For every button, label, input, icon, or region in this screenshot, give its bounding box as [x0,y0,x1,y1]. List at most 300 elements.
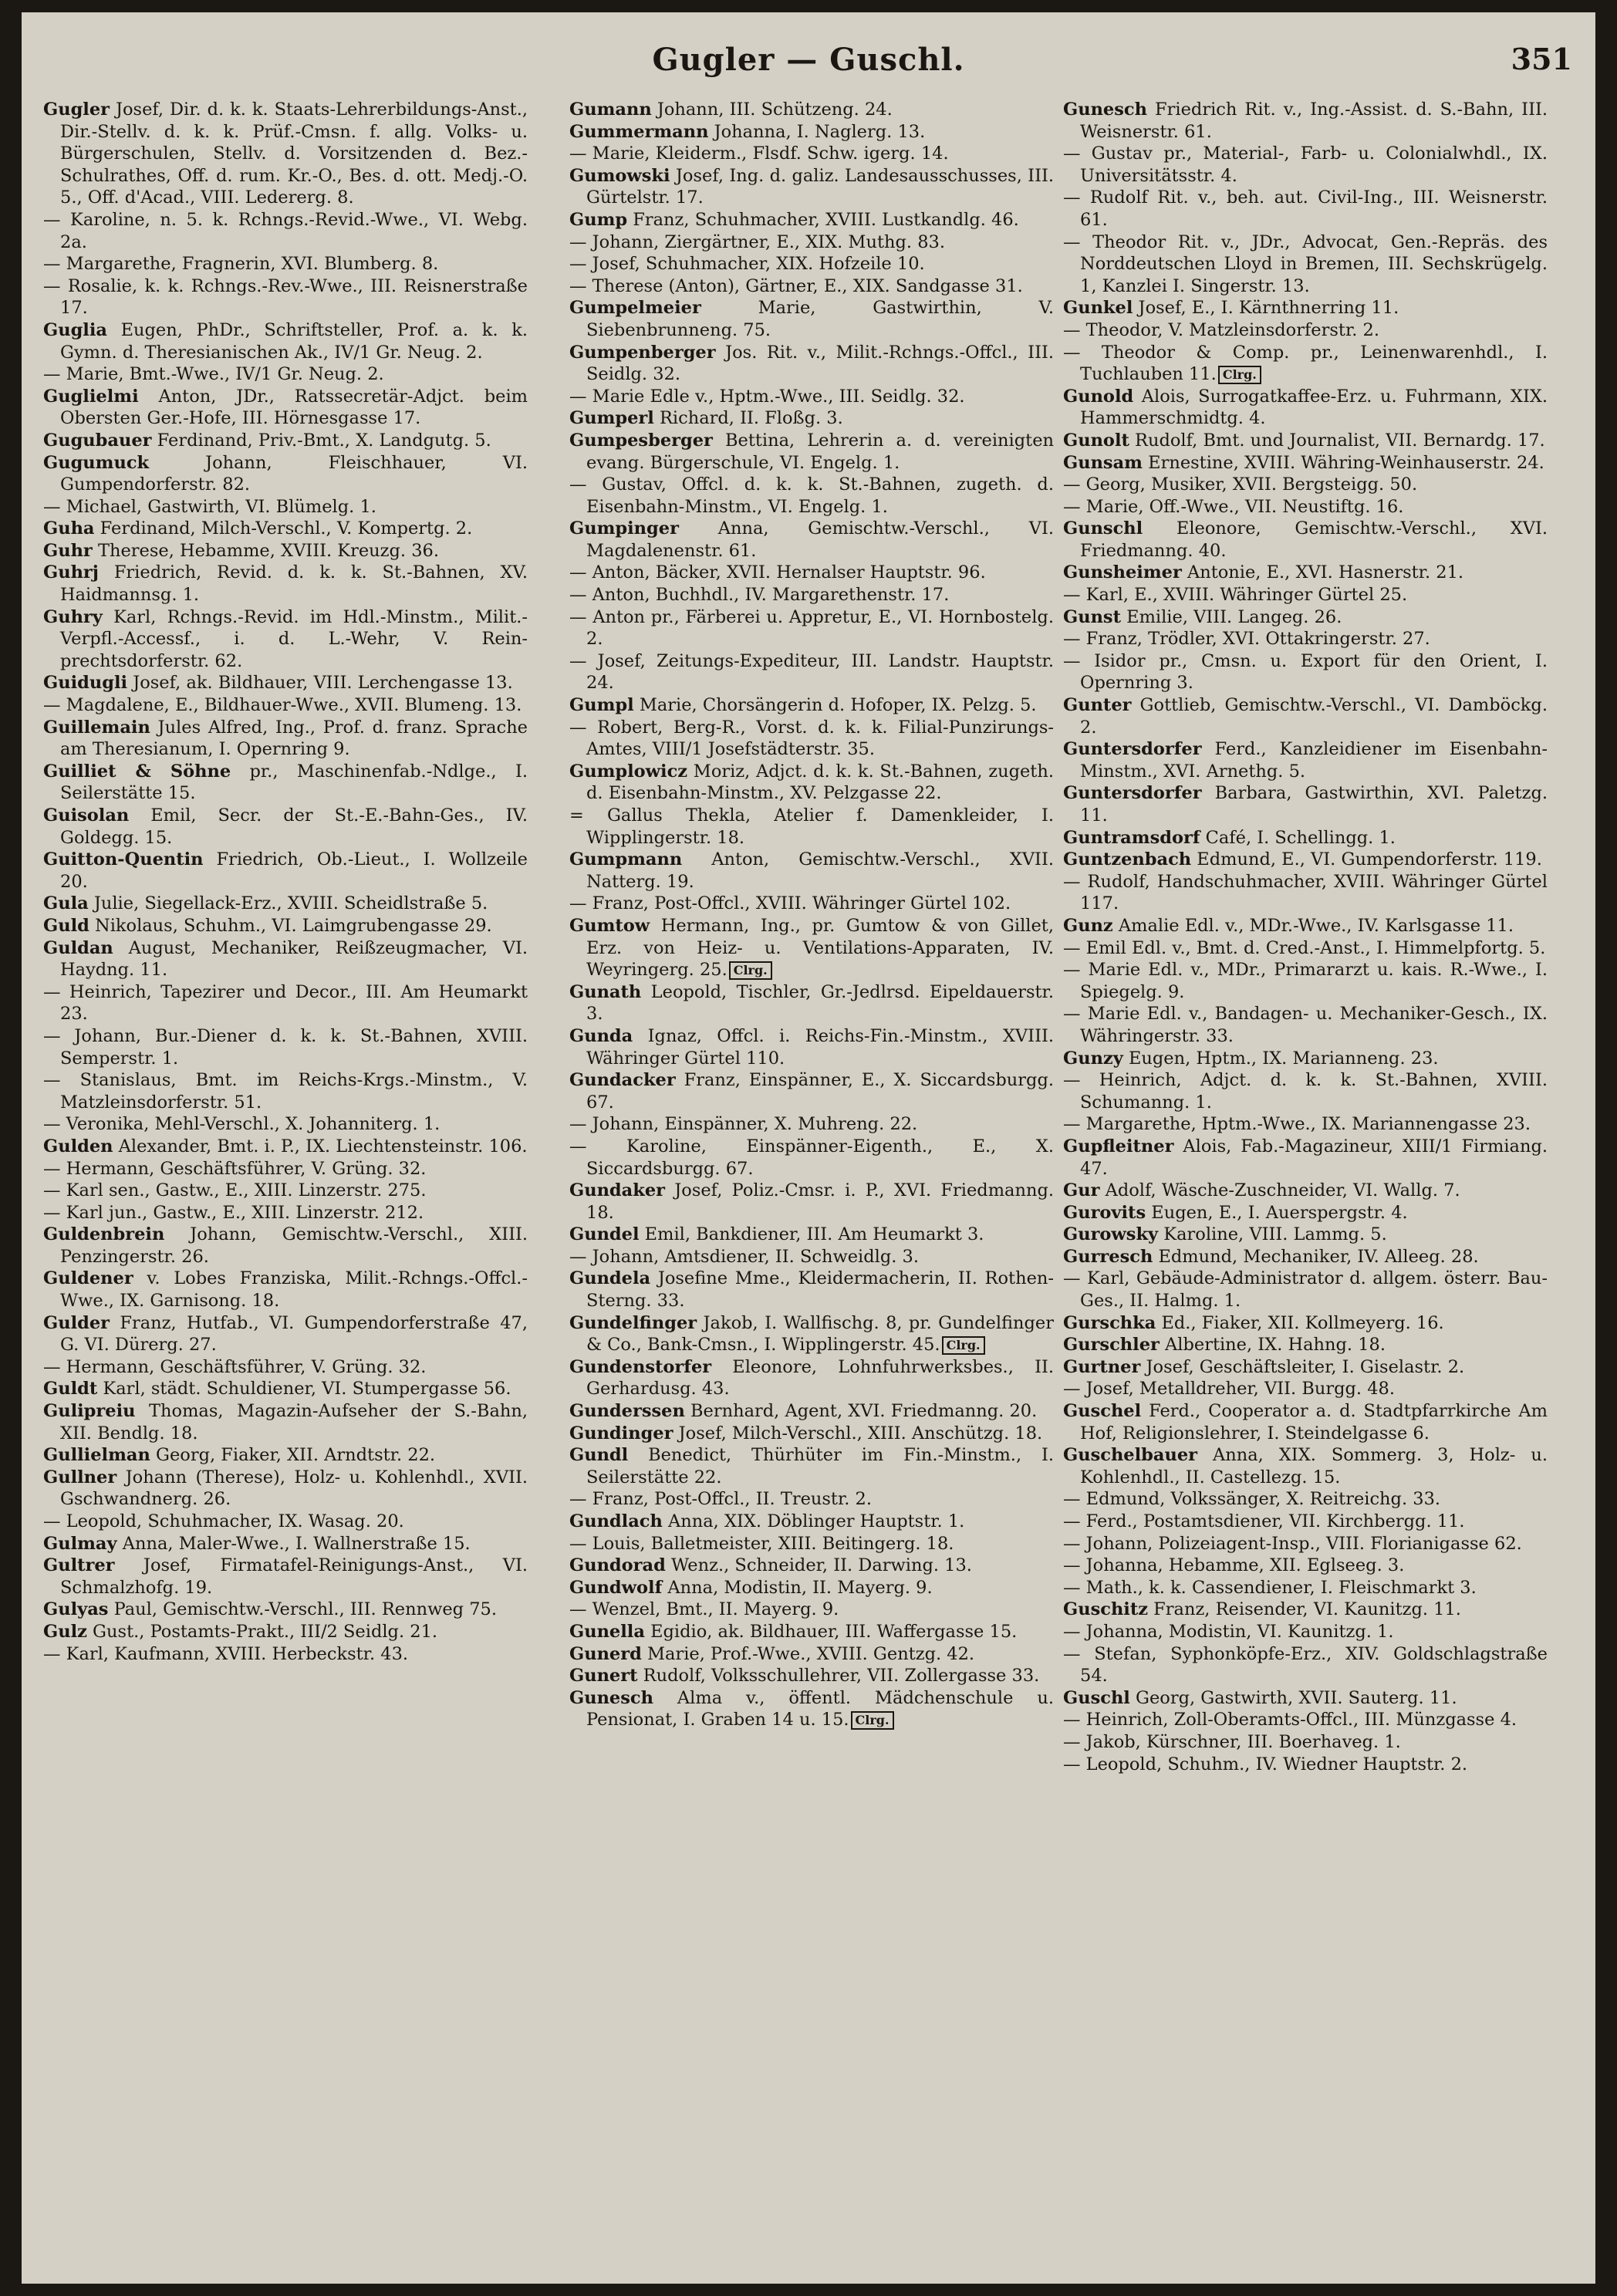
directory-entry [569,1488,1054,1511]
entry-details: Nikolaus, Schuhm., VI. Laimgrubengasse 29. [89,915,492,936]
clearing-badge: Clrg. [851,1711,894,1730]
directory-entry [569,761,1054,805]
entry-details: Josef, Milch-Verschl., XIII. Anschützg. 18. [673,1423,1043,1443]
directory-entry [1063,496,1548,518]
directory-entry [1063,915,1548,937]
entry-details: Antonie, E., XVI. Hasnerstr. 21. [1181,562,1464,583]
directory-entry [1063,849,1548,871]
entry-name: Gunesch [569,1687,653,1708]
directory-entry [1063,1754,1548,1776]
entry-details: Jos. Rit. v., Milit.-Rchngs.-Offcl., III. Seidlg. 32. [586,342,1054,385]
entry-name: — Leopold [43,1511,137,1531]
directory-entry [1063,297,1548,319]
entry-details: , Einspänner-Eigenth., E., X. Siccardsburgg. 67. [586,1136,1054,1179]
directory-entry [569,1687,1054,1731]
entry-name: Gugumuck [43,452,150,473]
directory-entry [569,694,1054,717]
entry-details: , Fragnerin, XVI. Blumberg. 8. [170,254,439,275]
entry-details: , Modistin, VI. Kaunitzg. 1. [1157,1621,1394,1642]
directory-entry [569,1246,1054,1268]
directory-entry [569,981,1054,1025]
directory-entry [569,474,1054,518]
entry-name: — Magdalene [43,695,164,716]
entry-details: , Ziergärtner, E., XIX. Muthg. 83. [653,231,945,252]
entry-details: , Bmt. im Reichs-Krgs.-Minstm., V. Matzleinsdorferstr. 51. [60,1070,528,1113]
directory-entry [43,1444,528,1467]
entry-details: , Gebäude-Administrator d. allgem. österr. Bau-Ges., II. Halmg. 1. [1080,1268,1548,1312]
entry-name: Guldenbrein [43,1224,165,1245]
entry-name: — Marie [1063,1004,1140,1025]
entry-details: Franz, Einspänner, E., X. Siccardsburgg. 67. [586,1070,1054,1113]
directory-entry [1063,1709,1548,1731]
directory-entry [1063,1312,1548,1335]
entry-name: — Josef [569,650,640,671]
directory-entry [43,319,528,363]
directory-entry [1063,1048,1548,1070]
entry-name: Guitton-Quentin [43,849,204,870]
directory-entry [43,1621,528,1643]
directory-entry [43,386,528,430]
entry-name: Gunolt [1063,430,1129,451]
directory-entry [569,1555,1054,1577]
directory-entry [43,1356,528,1379]
entry-details: Josef, ak. Bildhauer, VIII. Lerchengasse 13. [127,673,513,694]
directory-page [22,12,1595,2284]
entry-name: Guntersdorfer [1063,739,1202,760]
entry-details: , Polizeiagent-Insp., VIII. Florianigasse 62. [1147,1533,1522,1554]
directory-entry [1063,1180,1548,1202]
entry-details: , Schuhmacher, XIX. Hofzeile 10. [634,254,925,275]
entry-details: Benedict, Thürhüter im Fin.-Minstm., I. Seilerstätte 22. [586,1445,1054,1487]
directory-entry [569,518,1054,562]
entry-name: Gur [1063,1180,1100,1201]
directory-entry [569,562,1054,584]
directory-entry [569,275,1054,298]
entry-details: Bernhard, Agent, XVI. Friedmanng. 20. [684,1401,1038,1422]
directory-entry [43,1025,528,1069]
entry-details: , Off.-Wwe., VII. Neustiftg. 16. [1138,496,1404,517]
entry-name: — Stefan [1063,1643,1152,1664]
directory-entry [1063,1621,1548,1643]
entry-details: Marie, Prof.-Wwe., XVIII. Gentzg. 42. [641,1643,975,1664]
directory-entry [43,99,528,209]
directory-entry [1063,1400,1548,1444]
entry-name: Gunath [569,981,642,1002]
entry-details: Leopold, Tischler, Gr.-Jedlrsd. Eipeldauerstr. 3. [586,981,1054,1025]
entry-details: Ed., Fiaker, XII. Kollmeyerg. 16. [1156,1312,1444,1333]
directory-entry [1063,430,1548,452]
entry-name: Gumowski [569,165,670,186]
entry-details: Ferdinand, Priv.-Bmt., X. Landgutg. 5. [151,430,491,451]
entry-name: — Louis [569,1533,640,1554]
entry-name: Guschl [1063,1687,1130,1708]
entry-name: Gumpesberger [569,430,713,451]
entry-details: Josef, Geschäftsleiter, I. Giselastr. 2. [1140,1356,1465,1377]
entry-details: , Schuhm., IV. Wiedner Hauptstr. 2. [1156,1754,1468,1774]
entry-details: Edle v., Hptm.-Wwe., III. Seidlg. 32. [644,386,965,407]
directory-entry [569,99,1054,121]
entry-name: Guschel [1063,1401,1142,1422]
entry-name: Gullner [43,1467,117,1487]
entry-details: pr., Leinenwarenhdl., I. Tuchlauben 11. [1080,342,1548,385]
entry-name: Guhr [43,540,93,561]
entry-details: Emil, Bankdiener, III. Am Heumarkt 3. [639,1224,984,1245]
entry-details: , Volkssänger, X. Reitreichg. 33. [1160,1489,1441,1510]
entry-name: Gumtow [569,915,650,936]
page-title: Gugler — Guschl. [652,42,965,78]
directory-entry [1063,99,1548,143]
directory-entry [1063,319,1548,342]
entry-name: Gundinger [569,1423,673,1443]
entry-details: Friedrich, Revid. d. k. k. St.-Bahnen, XV. Haidmannsg. 1. [60,562,528,606]
entry-details: , Mehl-Verschl., X. Johanniterg. 1. [143,1114,441,1135]
entry-details: Ferdinand, Milch-Verschl., V. Kompertg. 2. [94,518,473,539]
entry-name: — Anton [569,585,645,606]
entry-details: , Balletmeister, XIII. Beitingerg. 18. [640,1533,954,1554]
directory-entry [1063,386,1548,430]
entry-name: Gurschka [1063,1312,1156,1333]
entry-details: Georg, Fiaker, XII. Arndtstr. 22. [150,1445,436,1466]
directory-entry [43,1643,528,1666]
directory-entry [43,1533,528,1555]
entry-details: Josef, E., I. Kärnthnerring 11. [1133,298,1399,319]
entry-name: Gumpenberger [569,342,716,363]
entry-details: Ignaz, Offcl. i. Reichs-Fin.-Minstm., XVIII. Währinger Gürtel 110. [586,1025,1054,1069]
entry-details: Alois, Fab.-Magazineur, XIII/1 Firmiang. 47. [1080,1136,1548,1179]
entry-name: — Franz [569,893,643,914]
entry-details: Jakob, I. Wallfischg. 8, pr. Gundelfinger & Co., Bank-Cmsn., I. Wipplingerstr. 45. [586,1312,1054,1356]
column-1 [43,99,528,2271]
directory-entry [1063,694,1548,738]
entry-name: Gunschl [1063,518,1143,539]
directory-entry [1063,1356,1548,1379]
entry-name: — Heinrich [43,981,147,1002]
entry-details: , Geschäftsführer, V. Grüng. 32. [149,1356,427,1377]
entry-details: Amalie Edl. v., MDr.-Wwe., IV. Karlsgasse 11. [1112,915,1514,936]
directory-entry [43,1136,528,1158]
directory-entry [569,253,1054,275]
entry-details: , Buchhdl., IV. Margarethenstr. 17. [644,585,950,606]
entry-name: Guschelbauer [1063,1445,1198,1466]
entry-details: Edmund, Mechaniker, IV. Alleeg. 28. [1153,1246,1479,1267]
entry-name: — Veronika [43,1114,144,1135]
entry-details: Georg, Gastwirth, XVII. Sauterg. 11. [1129,1687,1457,1708]
entry-name: Guha [43,518,95,539]
directory-entry [1063,1577,1548,1599]
directory-entry [1063,1687,1548,1710]
entry-details: Josefine Mme., Kleidermacherin, II. Rothen-Sterng. 33. [586,1268,1054,1312]
entry-name: — Margarethe [1063,1114,1191,1135]
directory-entry [43,363,528,386]
entry-name: — Hermann [43,1356,150,1377]
directory-entry [569,1577,1054,1599]
directory-entry [43,893,528,915]
entry-name: Gumpinger [569,518,679,539]
entry-details: Bettina, Lehrerin a. d. vereinigten evang. Bürgerschule, VI. Engelg. 1. [586,430,1054,473]
directory-entry [1063,1555,1548,1577]
entry-details: , Kaufmann, XVIII. Herbeckstr. 43. [103,1643,409,1664]
directory-entry [569,231,1054,254]
entry-name: — Marie [1063,496,1139,517]
directory-entry [43,606,528,673]
entry-name: — Ferd. [1063,1511,1133,1531]
directory-entry [43,849,528,893]
directory-entry [569,1180,1054,1224]
entry-name: — Leopold [1063,1754,1157,1774]
entry-details: v. Lobes Franziska, Milit.-Rchngs.-Offcl.-Wwe., IX. Garnisong. 18. [60,1268,528,1312]
entry-details: Rit. v., beh. aut. Civil-Ing., III. Weisnerstr. 61. [1080,187,1548,230]
entry-details: Wenz., Schneider, II. Darwing. 13. [665,1555,972,1576]
entry-name: — Marie [43,364,119,385]
directory-entry [43,1069,528,1113]
entry-details: Eleonore, Gemischtw.-Verschl., XVI. Friedmanng. 40. [1080,518,1548,561]
entry-name: — Johanna [1063,1555,1158,1576]
entry-details: Emil, Secr. der St.-E.-Bahn-Ges., IV. Goldegg. 15. [60,805,528,848]
entry-name: Gumplowicz [569,761,688,782]
directory-entry [1063,1334,1548,1356]
entry-details: Marie, Chorsängerin d. Hofoper, IX. Pelzg. 5. [633,695,1037,716]
directory-entry [569,143,1054,165]
directory-entry [1063,1378,1548,1400]
directory-entry [1063,1224,1548,1246]
directory-entry [569,1312,1054,1356]
entry-name: Gurowsky [1063,1224,1159,1245]
entry-details: Franz, Hutfab., VI. Gumpendorferstraße 47, G. VI. Dürerg. 27. [60,1312,528,1356]
entry-name: Gundenstorfer [569,1356,712,1377]
entry-details: Josef, Firmatafel-Reinigungs-Anst., VI. Schmalzhofg. 19. [60,1555,528,1598]
directory-entry [43,452,528,496]
entry-name: Guldener [43,1268,133,1289]
entry-name: Gurtner [1063,1356,1141,1377]
entry-details: (Anton), Gärtner, E., XIX. Sandgasse 31. [663,275,1023,296]
entry-name: — Jakob [1063,1731,1136,1752]
entry-details: Albertine, IX. Hahng. 18. [1159,1335,1386,1356]
directory-entry [569,584,1054,606]
entry-name: Gunter [1063,695,1132,716]
entry-details: Moriz, Adjct. d. k. k. St.-Bahnen, zugeth. d. Eisenbahn-Minstm., XV. Pelzgasse 22. [586,761,1054,804]
entry-details: , Gastw., E., XIII. Linzerstr. 275. [144,1180,427,1201]
entry-name: — Gustav [1063,144,1153,164]
entry-details: Anna, Maler-Wwe., I. Wallnerstraße 15. [116,1533,471,1554]
directory-entry [1063,782,1548,826]
entry-details: Johann, Gemischtw.-Verschl., XIII. Penzingerstr. 26. [60,1224,528,1267]
entry-name: Gunkel [1063,298,1133,319]
directory-entry [1063,650,1548,694]
directory-entry [1063,738,1548,782]
entry-details: , Trödler, XVI. Ottakringerstr. 27. [1136,629,1430,650]
entry-details: , Kürschner, III. Boerhaveg. 1. [1135,1731,1401,1752]
directory-entry [43,981,528,1025]
entry-details: Ernestine, XVIII. Währing-Weinhauserstr. 24. [1143,452,1544,473]
directory-entry [569,805,1054,849]
entry-details: , Musiker, XVII. Bergsteigg. 50. [1139,474,1418,495]
entry-name: Gunderssen [569,1401,685,1422]
entry-details: , Adjct. d. k. k. St.-Bahnen, XVIII. Schumanng. 1. [1080,1070,1548,1113]
clearing-badge: Clrg. [729,961,772,980]
directory-entry [569,1025,1054,1069]
entry-details: , E., Bildhauer-Wwe., XVII. Blumeng. 13. [164,695,522,716]
entry-details: Anna, XIX. Döblinger Hauptstr. 1. [662,1511,965,1531]
entry-details: , Metalldreher, VII. Burgg. 48. [1128,1379,1395,1400]
directory-entry [1063,452,1548,474]
directory-entry [43,1467,528,1511]
entry-details: pr., Material-, Farb- u. Colonialwhdl., IX. Universitätsstr. 4. [1080,144,1548,186]
directory-entry [1063,937,1548,960]
entry-details: Edl. v., MDr., Primararzt u. kais. R.-Wwe., I. Spiegelg. 9. [1080,960,1548,1002]
directory-entry [1063,187,1548,231]
entry-name: Guld [43,915,89,936]
entry-name: Gulden [43,1136,113,1156]
directory-entry [569,1356,1054,1400]
entry-name: — Isidor [1063,650,1146,671]
entry-name: — Edmund [1063,1489,1160,1510]
entry-name: Gundl [569,1445,629,1466]
entry-details: Edl. v., Bmt. d. Cred.-Anst., I. Himmelpfortg. 5. [1126,937,1546,958]
entry-name: — Karl [1063,585,1123,606]
entry-name: Gula [43,893,89,914]
entry-details: Josef, Ing. d. galiz. Landesausschusses, III. Gürtelstr. 17. [586,165,1054,208]
entry-details: , Schuhmacher, IX. Wasag. 20. [137,1511,404,1531]
column-2 [569,99,1054,2271]
entry-details: Hermann, Ing., pr. Gumtow & von Gillet, Erz. von Heiz- u. Ventilations-Apparaten, IV. Weyringerg. 25. [586,915,1054,981]
entry-name: — Franz [569,1489,643,1510]
entry-name: Gugler [43,100,110,120]
entry-name: — Anton [569,562,645,583]
entry-name: Guidugli [43,673,128,694]
directory-entry [569,1665,1054,1687]
directory-entry [1063,584,1548,606]
directory-entry [43,562,528,606]
directory-entry [1063,606,1548,629]
entry-name: Gunzy [1063,1048,1123,1069]
clearing-badge: Clrg. [942,1336,985,1355]
directory-entry [43,253,528,275]
entry-details: Alma v., öffentl. Mädchenschule u. Pensionat, I. Graben 14 u. 15. [586,1687,1054,1730]
directory-entry [569,915,1054,981]
entry-name: Gugubauer [43,430,152,451]
entry-name: Gunert [569,1666,638,1687]
directory-entry [569,1224,1054,1246]
directory-entry [569,1599,1054,1621]
entry-name: — Josef [1063,1379,1129,1400]
entry-details: Rit. v., JDr., Advocat, Gen.-Repräs. des Norddeutschen Lloyd in Bremen, III. Sechskrügelg. 1, Kanzlei I. Singerstr. 13. [1080,231,1548,296]
entry-details: Franz, Schuhmacher, XVIII. Lustkandlg. 46. [627,209,1019,230]
entry-details: , Gastw., E., XIII. Linzerstr. 212. [142,1202,424,1223]
entry-name: Gultrer [43,1555,115,1576]
entry-details: , k. k. Cassendiener, I. Fleischmarkt 3. [1137,1577,1477,1598]
entry-name: — Josef [569,254,635,275]
entry-name: — Heinrich [1063,1070,1176,1091]
entry-name: Guschitz [1063,1599,1149,1620]
directory-entry [1063,1599,1548,1621]
page-number: 351 [1511,42,1572,76]
entry-name: — Rosalie [43,275,133,296]
entry-name: — Johann [569,1246,654,1267]
directory-entry [569,1423,1054,1445]
entry-details: pr., Färberei u. Appretur, E., VI. Hornbostelg. 2. [586,606,1054,650]
entry-name: — Theodor & Comp. [1063,342,1290,363]
entry-name: Gunst [1063,606,1121,627]
directory-entry [43,1268,528,1312]
directory-entry [43,1599,528,1621]
entry-details: Emilie, VIII. Langeg. 26. [1121,606,1342,627]
directory-entry [43,275,528,319]
entry-details: Rudolf, Volksschullehrer, VII. Zollergasse 33. [637,1666,1040,1687]
entry-name: — Margarethe [43,254,171,275]
entry-name: Gupfleitner [1063,1136,1174,1156]
directory-entry [1063,1488,1548,1511]
entry-name: Gunella [569,1621,645,1642]
directory-entry [1063,518,1548,562]
directory-entry [569,849,1054,893]
directory-entry [43,717,528,761]
entry-name: Guhrj [43,562,99,583]
entry-name: Gurresch [1063,1246,1153,1267]
directory-entry [569,121,1054,144]
entry-details: Anna, Gemischtw.-Verschl., VI. Magdalenenstr. 61. [586,518,1054,561]
columns [43,99,1586,2271]
entry-details: Gottlieb, Gemischtw.-Verschl., VI. Damböckg. 2. [1080,695,1548,738]
directory-entry [569,430,1054,474]
directory-entry [1063,1113,1548,1136]
entry-details: Eugen, Hptm., IX. Marianneng. 23. [1122,1048,1439,1069]
directory-entry [569,297,1054,341]
entry-name: Gurovits [1063,1202,1146,1223]
entry-details: Café, I. Schellingg. 1. [1200,827,1396,848]
entry-details: , Postamtsdiener, VII. Kirchbergg. 11. [1132,1511,1465,1531]
entry-details: Karl, Rchngs.-Revid. im Hdl.-Minstm., Milit.-Verpfl.-Accessf., i. d. L.-Wehr, V. Reinprechtsdorferstr. 62. [60,606,528,671]
entry-details: Jules Alfred, Ing., Prof. d. franz. Sprache am Theresianum, I. Opernring 9. [60,717,528,760]
directory-entry [1063,1003,1548,1047]
entry-details: pr., Maschinenfab.-Ndlge., I. Seilerstätte 15. [60,761,528,804]
entry-name: — Franz [1063,629,1137,650]
entry-name: Guisolan [43,805,130,826]
entry-name: — Hermann [43,1158,150,1179]
entry-details: , Berg-R., Vorst. d. k. k. Filial-Punzirungs-Amtes, VIII/1 Josefstädterstr. 35. [586,717,1054,760]
entry-details: August, Mechaniker, Reißzeugmacher, VI. Haydng. 11. [60,937,528,981]
entry-details: Thomas, Magazin-Aufseher der S.-Bahn, XII. Bendlg. 18. [60,1401,528,1443]
entry-details: Anton, JDr., Ratssecretär-Adjct. beim Obersten Ger.-Hofe, III. Hörnesgasse 17. [60,386,528,429]
entry-name: Gulz [43,1621,87,1642]
entry-name: Gumann [569,100,652,120]
entry-name: Gump [569,209,628,230]
directory-entry [1063,143,1548,187]
entry-details: Barbara, Gastwirthin, XVI. Paletzg. 11. [1080,783,1548,826]
entry-details: Karl, städt. Schuldiener, VI. Stumpergasse 56. [97,1379,511,1400]
directory-entry [569,1268,1054,1312]
entry-details: , Zeitungs-Expediteur, III. Landstr. Hauptstr. 24. [586,650,1054,694]
entry-name: — Georg [1063,474,1140,495]
entry-details: Friedrich Rit. v., Ing.-Assist. d. S.-Bahn, III. Weisnerstr. 61. [1080,100,1548,142]
directory-entry [1063,628,1548,650]
entry-name: Gunerd [569,1643,642,1664]
directory-entry [569,1511,1054,1533]
directory-entry [569,893,1054,915]
directory-entry [569,606,1054,650]
entry-details: , Bur.-Diener d. k. k. St.-Bahnen, XVIII. Semperstr. 1. [60,1025,528,1069]
entry-details: , Handschuhmacher, XVIII. Währinger Gürtel 117. [1080,871,1548,914]
directory-entry [43,1113,528,1136]
entry-name: — Karoline [43,209,145,230]
directory-entry [569,1444,1054,1488]
entry-name: Gunsheimer [1063,562,1182,583]
directory-entry [43,1400,528,1444]
entry-name: Gulyas [43,1599,109,1620]
directory-entry [569,342,1054,386]
entry-name: Gumperl [569,408,654,429]
entry-name: Gundelfinger [569,1312,697,1333]
entry-name: — Karl jun. [43,1202,143,1223]
